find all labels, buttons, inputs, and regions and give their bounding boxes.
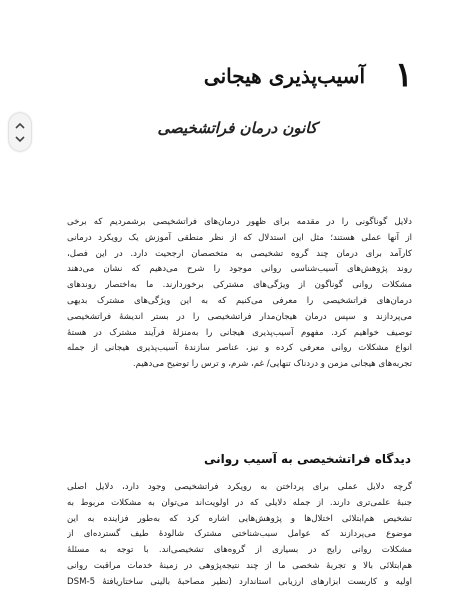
paragraph-line: اولیه و کاربست ابزارهای ارزیابی استاندارد (نظیر مصاحبهٔ بالینی ساختاریافتهٔ DSM-5 bbox=[67, 576, 412, 587]
scroll-down-button[interactable] bbox=[12, 132, 28, 146]
paragraph-line: مشکلات روانی رایج در بسیاری از گروه‌های تشخیصی‌اند. با توجه به مسئلهٔ bbox=[67, 545, 412, 556]
paragraph-line: توصیف خواهیم کرد. مفهوم آسیب‌پذیری هیجانی را به‌منزلهٔ فرآیند مشترک در هستهٔ bbox=[67, 327, 412, 338]
paragraph-line: کارآمد برای درمان چند گروه تشخیصی به متخصصان ارجحیت دارد. در این فصل، bbox=[67, 248, 412, 259]
chapter-title: آسیب‌پذیری هیجانی bbox=[203, 64, 365, 88]
section-heading: دیدگاه فراتشخیصی به آسیب روانی bbox=[204, 452, 411, 466]
paragraph-line: درمان‌های فراتشخیصی را معرفی می‌کنیم که به این ویژگی‌های مشترک بدیهی bbox=[67, 295, 412, 306]
paragraph-line: تجربه‌های هیجانی مزمن و دردناک تنهایی/ غم، شرم، و ترس را توضیح می‌دهیم. bbox=[132, 359, 412, 370]
intro-paragraph bbox=[67, 215, 412, 373]
chevron-up-icon bbox=[15, 122, 25, 129]
paragraph-line: از آنها عملی هستند؛ مثل این استدلال که از نظر منطقی آموزش یک رویکرد درمانی bbox=[67, 232, 412, 243]
chapter-number: ۱ bbox=[394, 55, 413, 95]
paragraph-line: گرچه دلایل عملی برای پرداختن به رویکرد فراتشخیصی وجود دارد، دلایل اصلی bbox=[67, 482, 412, 492]
paragraph-line: دلایل گوناگونی را در مقدمه برای ظهور درمان‌های فراتشخیصی برشمردیم که برخی bbox=[67, 217, 412, 227]
page-scroll-control[interactable] bbox=[9, 113, 31, 151]
chapter-subtitle: کانون درمان فراتشخیصی bbox=[157, 119, 317, 137]
paragraph-line: جنبهٔ علمی‌تری دارند. از جمله دلایلی که در اولویت‌اند می‌توان به مشکلات مربوط به bbox=[67, 497, 412, 508]
paragraph-line: مشکلات روانی گوناگون از ویژگی‌های مشترکی برخوردارند. ما به‌اختصار روندهای bbox=[67, 280, 412, 291]
paragraph-line: انواع مشکلات روانی معرفی کرده و نیز، عناصر سازندهٔ آسیب‌پذیری هیجانی از جمله bbox=[67, 343, 412, 354]
paragraph-line: تشخیص هم‌ابتلائی اختلال‌ها و پژوهش‌هایی اشاره کرد که به‌طور فزاینده به این bbox=[67, 513, 412, 524]
paragraph-line: روند پژوهش‌های آسیب‌شناسی روانی موجود را شرح می‌دهیم که نشان می‌دهند bbox=[67, 264, 412, 275]
paragraph-line: هم‌ابتلائی بالا و تجربهٔ شخصی ما از چند نتیجه‌پژوهی در زمینهٔ خدمات مراقبت روانی bbox=[67, 560, 412, 571]
paragraph-line: موضوع می‌پردازند که عوامل سبب‌شناختی مشترک شالودهٔ طیف گسترده‌ای از bbox=[67, 529, 412, 540]
paragraph-line: می‌پردازند و سپس درمان هیجان‌مدار فراتشخیصی را در بستر اندیشهٔ فراتشخیصی bbox=[67, 311, 412, 322]
scroll-up-button[interactable] bbox=[12, 118, 28, 132]
chevron-down-icon bbox=[15, 136, 25, 143]
section-paragraph bbox=[67, 480, 412, 591]
chapter-header bbox=[93, 54, 413, 114]
